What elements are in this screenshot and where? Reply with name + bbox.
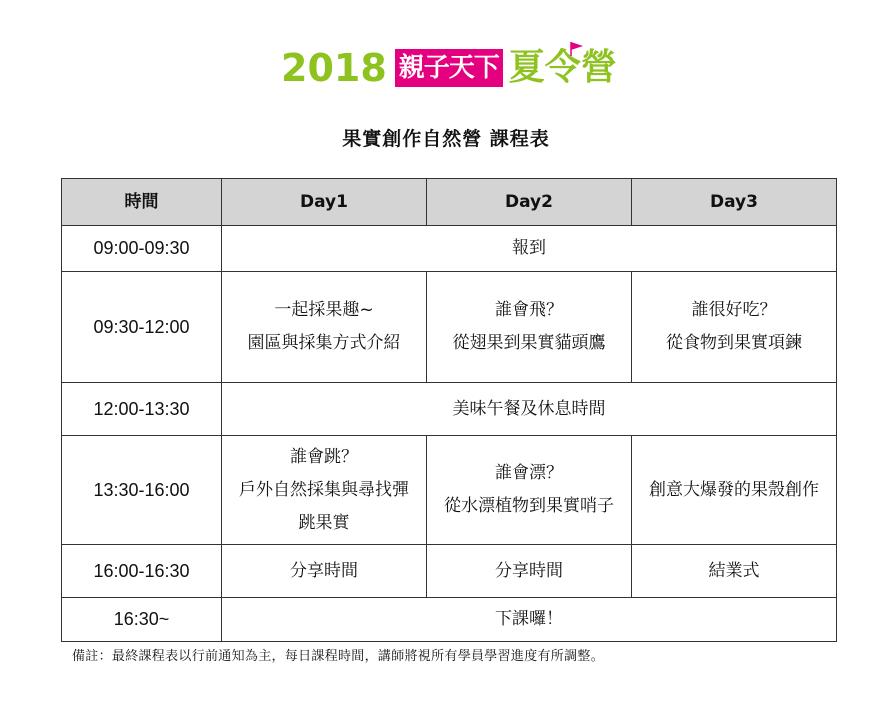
time-cell: 13:30-16:00	[62, 436, 222, 545]
header-time: 時間	[62, 179, 222, 226]
camp-logo	[281, 44, 617, 92]
merged-cell: 報到	[222, 226, 837, 272]
merged-cell: 美味午餐及休息時間	[222, 383, 837, 436]
table-row	[62, 436, 837, 545]
time-cell: 09:30-12:00	[62, 272, 222, 383]
logo-camp-text	[508, 47, 617, 88]
header-day3: Day3	[632, 179, 837, 226]
table-row	[62, 272, 837, 383]
logo-brand-badge	[395, 49, 503, 87]
logo-brand-text: 親子天下	[398, 53, 499, 83]
cell-line: 一起採果趣~	[274, 300, 374, 320]
cell-line: 誰會漂？	[495, 463, 563, 483]
time-cell: 09:00-09:30	[62, 226, 222, 272]
cell-line: 從翅果到果實貓頭鷹	[452, 333, 606, 353]
merged-cell: 下課囉！	[222, 598, 837, 642]
day1-cell	[222, 272, 427, 383]
cell-line: 誰會跳？	[290, 446, 358, 467]
day1-cell	[222, 436, 427, 545]
day2-cell	[427, 272, 632, 383]
table-row	[62, 226, 837, 272]
schedule-table	[61, 178, 837, 642]
flag-icon	[569, 40, 585, 56]
day1-cell: 分享時間	[222, 545, 427, 598]
cell-line: 園區與採集方式介紹	[247, 333, 401, 353]
cell-line: 誰很好吃？	[691, 300, 777, 320]
cell-line: 從水漂植物到果實哨子	[444, 496, 614, 516]
header-day1: Day1	[222, 179, 427, 226]
time-cell: 12:00-13:30	[62, 383, 222, 436]
day3-cell	[632, 272, 837, 383]
table-row	[62, 545, 837, 598]
time-cell: 16:30~	[62, 598, 222, 642]
day3-cell	[632, 436, 837, 545]
time-cell: 16:00-16:30	[62, 545, 222, 598]
table-header-row	[62, 179, 837, 226]
table-row	[62, 383, 837, 436]
cell-line: 從食物到果實項鍊	[666, 333, 802, 353]
logo-year: 2018	[281, 46, 387, 90]
cell-line: 戶外自然採集與尋找彈	[239, 479, 409, 500]
page-title: 果實創作自然營 課程表	[342, 128, 550, 150]
cell-line: 創意大爆發的果殼創作	[649, 479, 819, 500]
cell-line: 誰會飛？	[495, 300, 563, 320]
day2-cell	[427, 436, 632, 545]
day2-cell: 分享時間	[427, 545, 632, 598]
header-day2: Day2	[427, 179, 632, 226]
day3-cell: 結業式	[632, 545, 837, 598]
table-row	[62, 598, 837, 642]
footnote: 備註：最終課程表以行前通知為主，每日課程時間，講師將視所有學員學習進度有所調整。	[72, 649, 605, 664]
cell-line: 跳果實	[298, 512, 350, 533]
logo-camp-label: 夏令營	[508, 47, 617, 88]
